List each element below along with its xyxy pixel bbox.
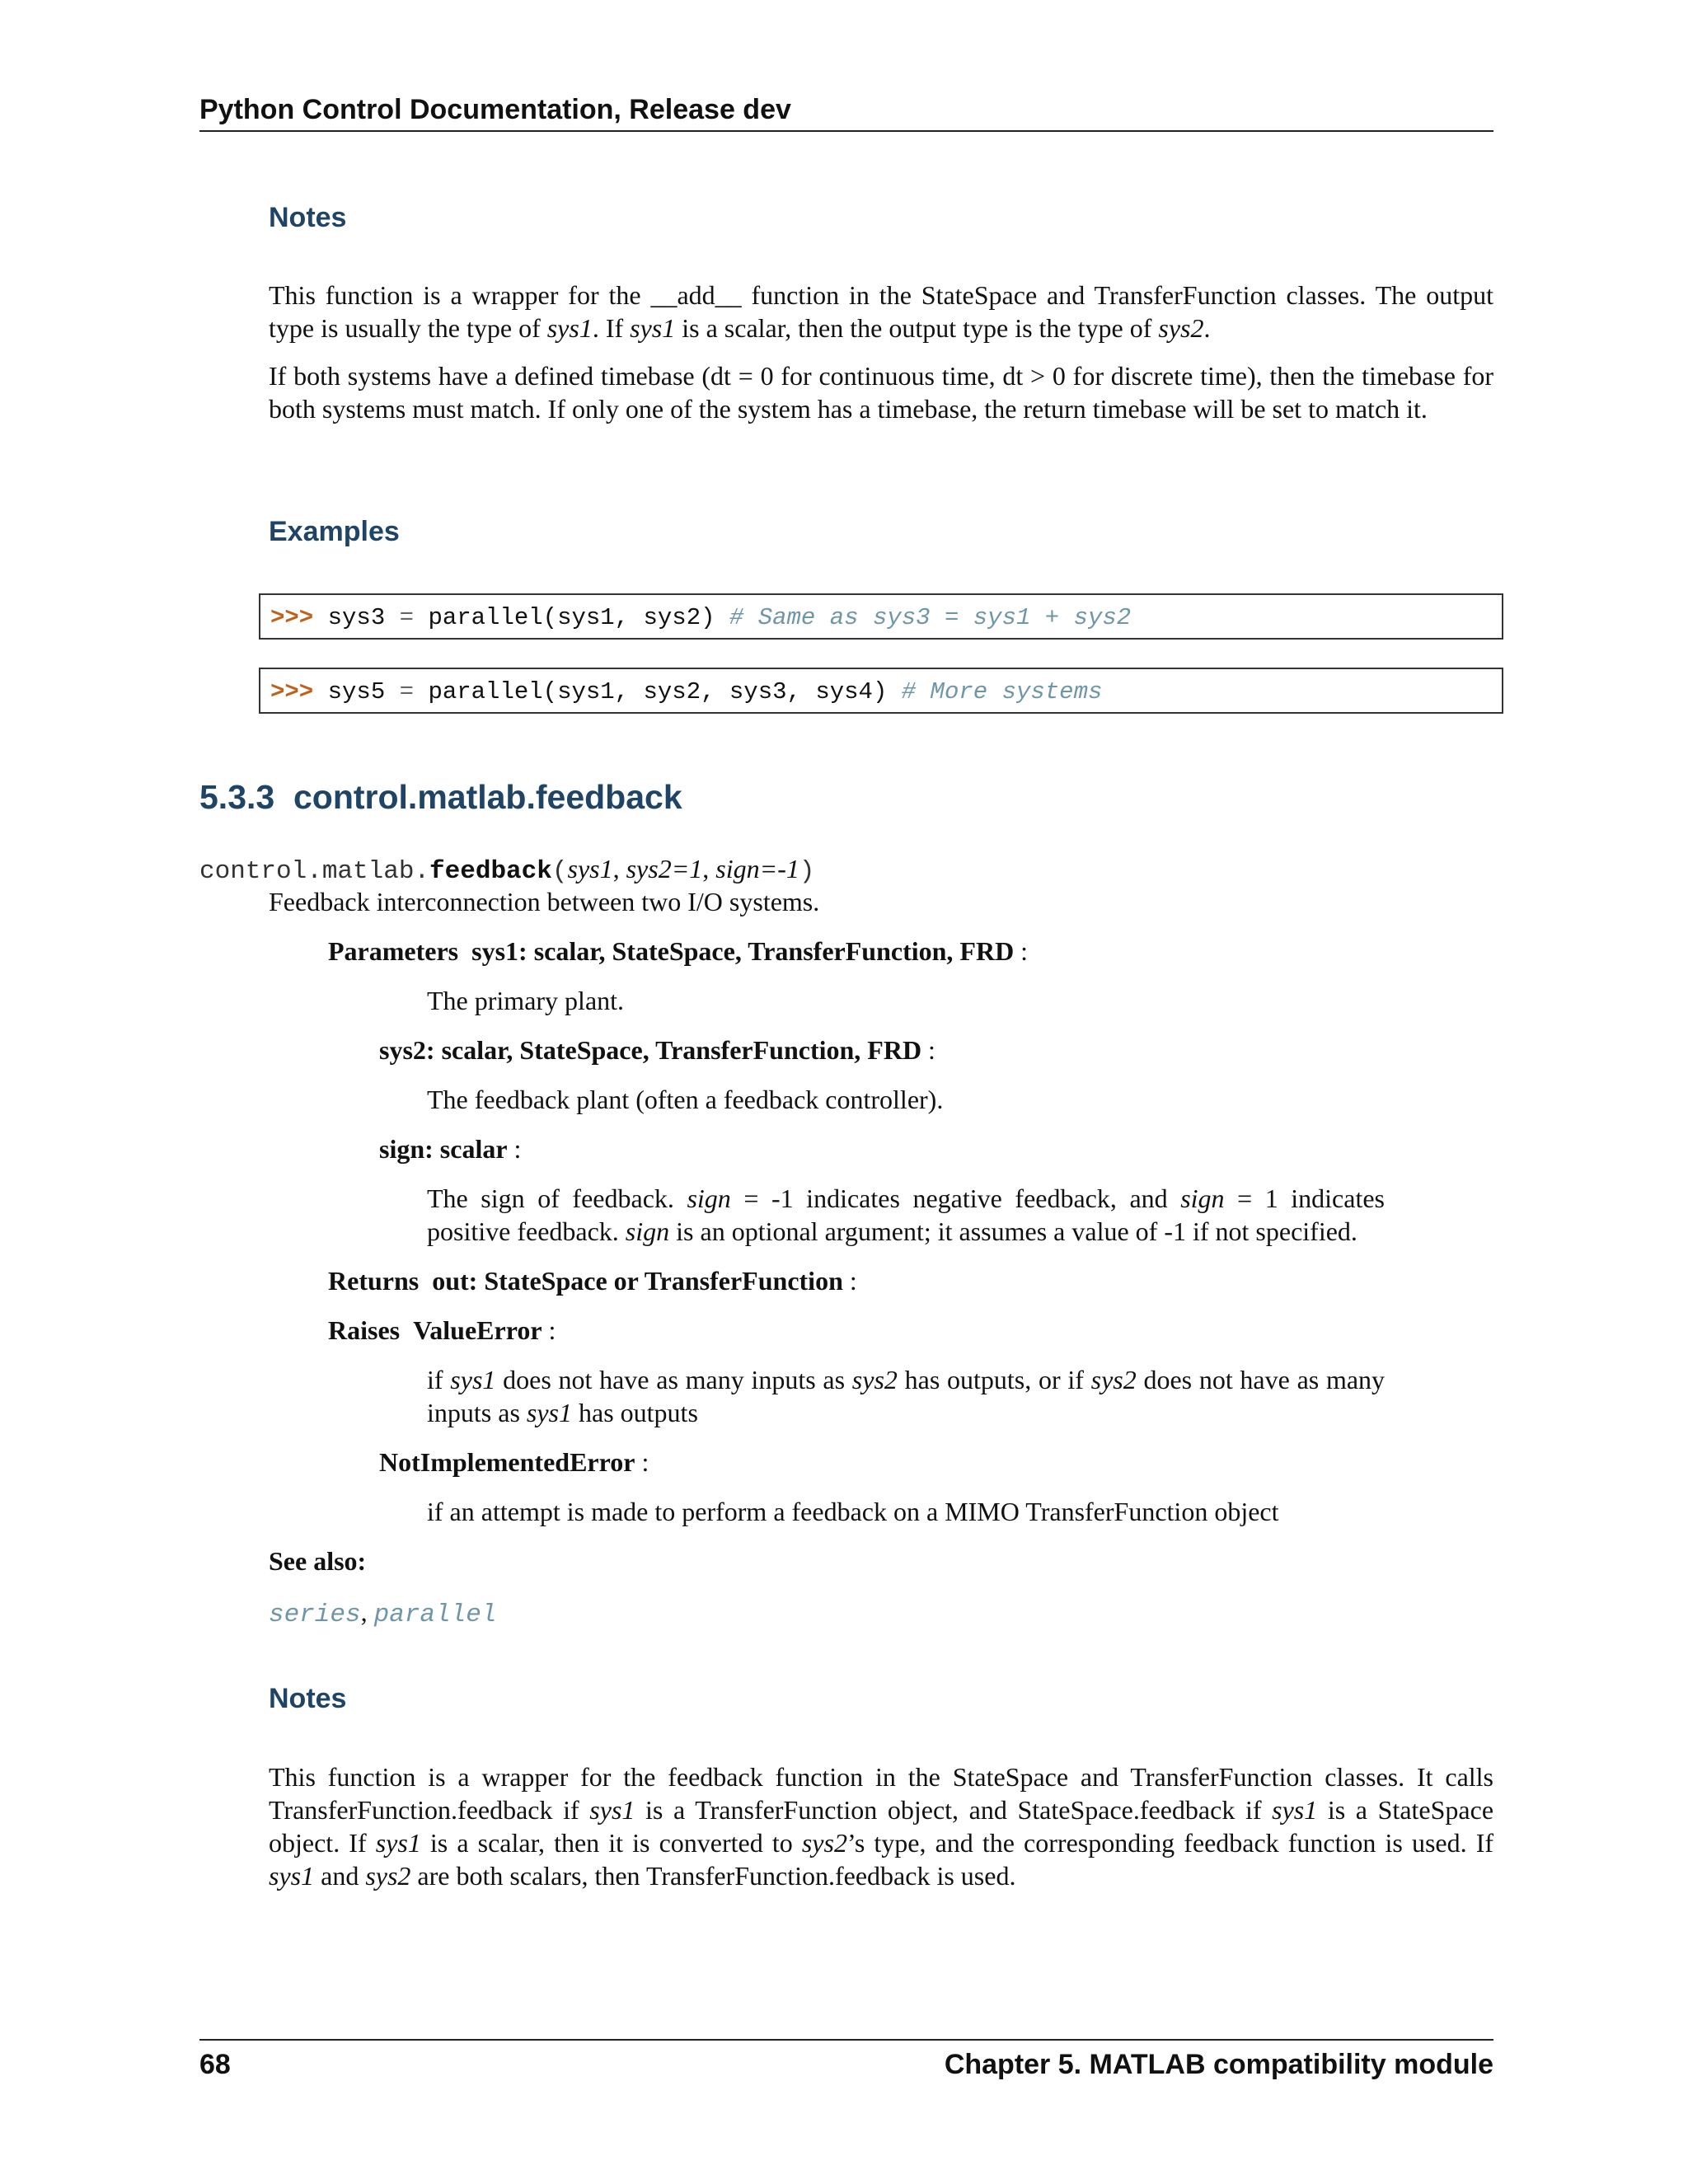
raises-valueerror-desc: if sys1 does not have as many inputs as sys2 has outputs, or if sys2 does not have as many inputs as sys1 has outputs xyxy=(427,1365,1386,1427)
function-signature: control.matlab.feedback(sys1, sys2=1, sign=-1) xyxy=(199,854,815,886)
param-sys1-desc: The primary plant. xyxy=(427,986,625,1015)
notes-heading-2: Notes xyxy=(269,1683,347,1714)
param-sign: sign: scalar : xyxy=(379,1134,522,1164)
code-block-1[interactable]: >>> sys3 = parallel(sys1, sys2) # Same as sys3 = sys1 + sys2 xyxy=(259,593,1503,640)
returns-field: Returns out: StateSpace or TransferFunction : xyxy=(328,1266,857,1296)
function-summary: Feedback interconnection between two I/O systems. xyxy=(269,887,820,916)
raises-notimplemented-desc: if an attempt is made to perform a feedback on a MIMO TransferFunction object xyxy=(427,1497,1279,1526)
raises-valueerror: Raises ValueError : xyxy=(328,1315,556,1345)
seealso-label: See also: xyxy=(269,1546,367,1576)
param-sys2: sys2: scalar, StateSpace, TransferFunction, FRD : xyxy=(379,1035,935,1065)
code-block-2[interactable]: >>> sys5 = parallel(sys1, sys2, sys3, sys4) # More systems xyxy=(259,668,1503,714)
page-number: 68 xyxy=(199,2049,231,2080)
notes-paragraph-1: This function is a wrapper for the __add__ function in the StateSpace and TransferFunction classes. The output type is usually the type of sys1. If sys1 is a scalar, then the output type is the type of sys2. xyxy=(269,280,1493,343)
notes-paragraph-2: If both systems have a defined timebase (dt = 0 for continuous time, dt > 0 for discrete time), then the timebase for both systems must match. If only one of the system has a timebase, the return timebase will be set to match it. xyxy=(269,361,1493,424)
notes-body xyxy=(269,279,1493,440)
function-name[interactable]: feedback xyxy=(429,857,552,886)
param-sign-desc: The sign of feedback. sign = -1 indicates negative feedback, and sign = 1 indicates positive feedback. sign is an optional argument; it assumes a value of -1 if not specified. xyxy=(427,1183,1386,1246)
section-number: 5.3.3 xyxy=(199,778,275,816)
section-title xyxy=(199,778,682,817)
param-sys1: Parameters sys1: scalar, StateSpace, TransferFunction, FRD : xyxy=(328,936,1029,966)
param-sys2-desc: The feedback plant (often a feedback controller). xyxy=(427,1085,944,1114)
section-name: control.matlab.feedback xyxy=(293,778,682,816)
seealso-links: series, parallel xyxy=(269,1597,497,1629)
notes-heading: Notes xyxy=(269,202,347,233)
chapter-title: Chapter 5. MATLAB compatibility module xyxy=(944,2049,1493,2080)
examples-heading: Examples xyxy=(269,516,400,547)
running-header: Python Control Documentation, Release dev xyxy=(199,94,791,125)
link-series[interactable]: series xyxy=(269,1601,361,1629)
notes-paragraph-3: This function is a wrapper for the feedback function in the StateSpace and TransferFunction classes. It calls TransferFunction.feedback if sys1 is a TransferFunction object, and StateSpace.feedback if sys1 is a StateSpace object. If sys1 is a scalar, then it is converted to sys2’s type, and the corresponding feedback function is used. If sys1 and sys2 are both scalars, then TransferFunction.feedback is used. xyxy=(269,1762,1494,1891)
link-parallel[interactable]: parallel xyxy=(373,1601,497,1629)
footer-rule xyxy=(199,2039,1493,2041)
header-rule xyxy=(199,130,1493,132)
raises-notimplemented: NotImplementedError : xyxy=(379,1447,649,1477)
